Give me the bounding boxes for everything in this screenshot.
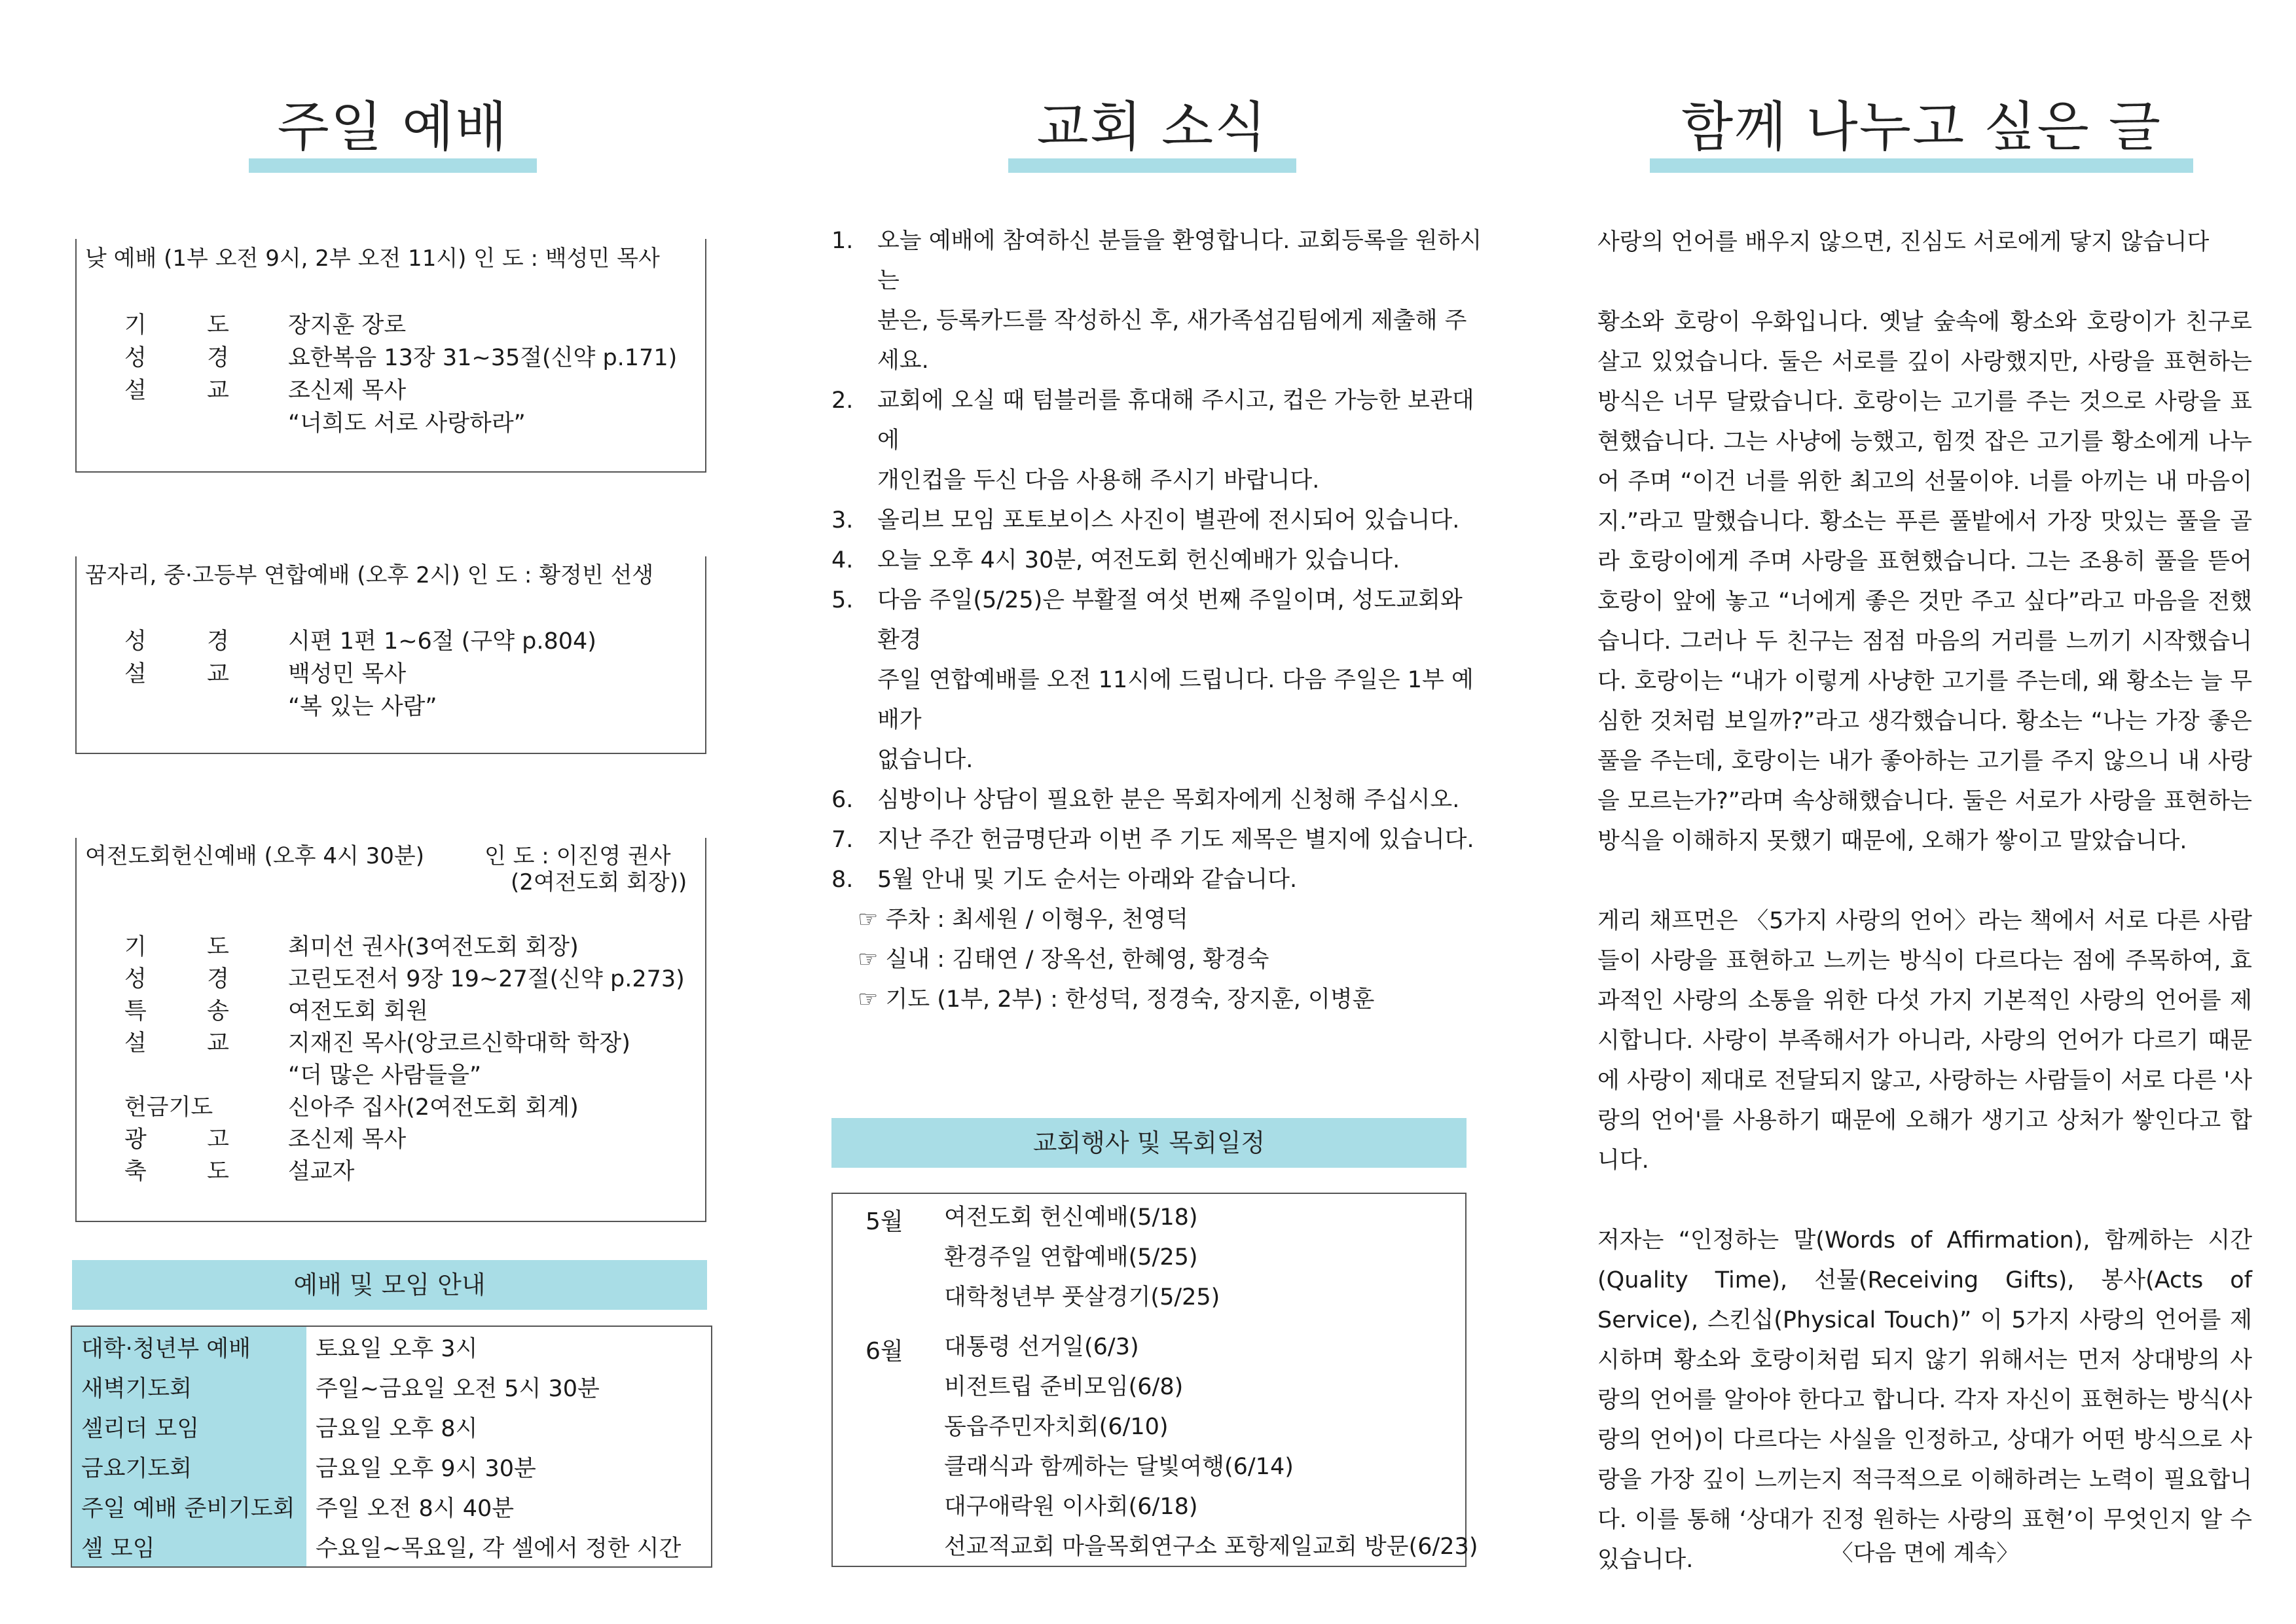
continue-note: 〈다음 면에 계속〉 — [1831, 1540, 2019, 1566]
list-item: 4. 오늘 오후 4시 30분, 여전도회 헌신예배가 있습니다. — [831, 547, 1400, 573]
event-item: 비전트립 준비모임(6/8) — [944, 1374, 1184, 1400]
list-item: 8. 5월 안내 및 기도 순서는 아래와 같습니다. — [831, 867, 1298, 893]
essay-body — [1597, 223, 2252, 1620]
month-may: 5월 — [866, 1208, 903, 1235]
volunteer-parking: ☞ 주차 : 최세원 / 이형우, 천영덕 — [858, 907, 1188, 933]
event-item: 동읍주민자치회(6/10) — [944, 1414, 1169, 1440]
meeting-guide-table — [71, 1326, 712, 1568]
news-list — [831, 221, 1486, 1020]
table-row: 금요기도회 금요일 오후 9시 30분 — [71, 1447, 712, 1487]
table-row: 셀리더 모임 금요일 오후 8시 — [71, 1407, 712, 1447]
month-june: 6월 — [866, 1338, 903, 1365]
volunteer-indoor: ☞ 실내 : 김태연 / 장옥선, 한혜영, 황경숙 — [858, 947, 1269, 973]
events-box — [831, 1193, 1478, 1567]
essay-title: 함께 나누고 싶은 글 — [1681, 96, 2162, 158]
event-item: 클래식과 함께하는 달빛여행(6/14) — [944, 1454, 1294, 1480]
events-header: 교회행사 및 목회일정 — [831, 1118, 1467, 1168]
service-2-title: 꿈자리, 중·고등부 연합예배 (오후 2시) 인 도 : 황정빈 선생 — [85, 562, 654, 588]
event-item: 선교적교회 마을목회연구소 포항제일교회 방문(6/23) — [944, 1534, 1478, 1560]
list-item: 1. 오늘 예배에 참여하신 분들을 환영합니다. 교회등록을 원하시는 분은, 등록카드를 작성하신 후, 새가족섬김팀에게 제출해 주세요. — [831, 228, 1482, 374]
table-row: 새벽기도회 주일~금요일 오전 5시 30분 — [71, 1367, 712, 1407]
list-item: 5. 다음 주일(5/25)은 부활절 여섯 번째 주일이며, 성도교회와 환경 주일 연합예배를 오전 11시에 드립니다. 다음 주일은 1부 예배가 없습니다. — [831, 587, 1474, 773]
essay-paragraph: 황소와 호랑이 우화입니다. 옛날 숲속에 황소와 호랑이가 친구로 살고 있었습니다. 둘은 서로를 깊이 사랑했지만, 사랑을 표현하는 방식은 너무 달랐습니다. 호랑이는 고기를 주는 것으로 사랑을 표현했습니다. 그는 사냥에 능했고, 힘껏 잡은 고기를 황소에게 나누어 주며 “이건 너를 위한 최고의 선물이야. 너를 아끼는 내 마음이지.”라고 말했습니다. 황소는 푸른 풀밭에서 가장 맛있는 풀을 골라 호랑이에게 주며 사랑을 표현했습니다. 그는 조용히 풀을 뜯어 호랑이 앞에 놓고 “너에게 좋은 것만 주고 싶다”라고 마음을 전했습니다. 그러나 두 친구는 점점 마음의 거리를 느끼기 시작했습니다. 호랑이는 “내가 이렇게 사냥한 고기를 주는데, 왜 황소는 늘 무심한 것처럼 보일까?”라고 생각했습니다. 황소는 “나는 가장 좋은 풀을 주는데, 호랑이는 내가 좋아하는 고기를 주지 않으니 내 사랑을 모르는가?”라며 속상해했습니다. 둘은 서로가 사랑을 표현하는 방식을 이해하지 못했기 때문에, 오해가 쌓이고 말았습니다. — [1597, 309, 2252, 854]
event-item: 환경주일 연합예배(5/25) — [944, 1244, 1198, 1271]
list-item: 7. 지난 주간 헌금명단과 이번 주 기도 제목은 별지에 있습니다. — [831, 827, 1474, 853]
volunteer-prayer: ☞ 기도 (1부, 2부) : 한성덕, 정경숙, 장지훈, 이병훈 — [858, 986, 1375, 1013]
event-item: 대구애락원 이사회(6/18) — [944, 1494, 1198, 1520]
event-item: 여전도회 헌신예배(5/18) — [944, 1204, 1198, 1231]
meeting-guide-header: 예배 및 모임 안내 — [72, 1260, 707, 1310]
essay-paragraph: 게리 채프먼은 〈5가지 사랑의 언어〉라는 책에서 서로 다른 사람들이 사랑을 표현하고 느끼는 방식이 다르다는 점에 주목하여, 효과적인 사랑의 소통을 위한 다섯 가지 기본적인 사랑의 언어를 제시합니다. 사랑이 부족해서가 아니라, 사랑의 언어가 다르기 때문에 사랑이 제대로 전달되지 않고, 사랑하는 사람들이 서로 다른 '사랑의 언어'를 사용하기 때문에 오해가 생기고 상처가 쌓인다고 합니다. — [1597, 908, 2252, 1174]
essay-heading — [1650, 92, 2193, 177]
news-heading — [1008, 92, 1296, 177]
service-3-leader-role: (2여전도회 회장)) — [511, 869, 687, 895]
worship-title: 주일 예배 — [277, 96, 509, 158]
service-3-leader: 인 도 : 이진영 권사 — [484, 843, 671, 869]
list-item: 6. 심방이나 상담이 필요한 분은 목회자에게 신청해 주십시오. — [831, 787, 1460, 813]
essay-paragraph: 저자는 “인정하는 말(Words of Affirmation), 함께하는 시간(Quality Time), 선물(Receiving Gifts), 봉사(Acts of Service), 스킨십(Physical Touch)” 이 5가지 사랑의 언어를 제시하며 황소와 호랑이처럼 되지 않기 위해서는 먼저 상대방의 사랑의 언어를 알아야 한다고 합니다. 각자 자신이 표현하는 방식(사랑의 언어)이 다르다는 사실을 인정하고, 상대가 어떤 방식으로 사랑을 가장 깊이 느끼는지 적극적으로 이해하려는 노력이 필요합니다. 이를 통해 ‘상대가 진정 원하는 사랑의 표현’이 무엇인지 알 수 있습니다. — [1597, 1227, 2252, 1573]
table-row: 대학·청년부 예배 토요일 오후 3시 — [71, 1326, 712, 1367]
list-item: 2. 교회에 오실 때 텀블러를 휴대해 주시고, 컵은 가능한 보관대에 개인컵을 두신 다음 사용해 주시기 바랍니다. — [831, 388, 1474, 494]
service-3-title: 여전도회헌신예배 (오후 4시 30분) — [85, 843, 424, 869]
worship-heading — [249, 92, 537, 177]
table-row: 주일 예배 준비기도회 주일 오전 8시 40분 — [71, 1487, 712, 1526]
table-row: 셀 모임 수요일~목요일, 각 셀에서 정한 시간 — [71, 1526, 712, 1567]
news-title: 교회 소식 — [1036, 96, 1268, 158]
service-1-title: 낮 예배 (1부 오전 9시, 2부 오전 11시) 인 도 : 백성민 목사 — [85, 245, 660, 272]
essay-lead: 사랑의 언어를 배우지 않으면, 진심도 서로에게 닿지 않습니다 — [1597, 229, 2210, 255]
event-item: 대통령 선거일(6/3) — [944, 1334, 1139, 1360]
event-item: 대학청년부 풋살경기(5/25) — [944, 1284, 1220, 1310]
list-item: 3. 올리브 모임 포토보이스 사진이 별관에 전시되어 있습니다. — [831, 507, 1460, 533]
